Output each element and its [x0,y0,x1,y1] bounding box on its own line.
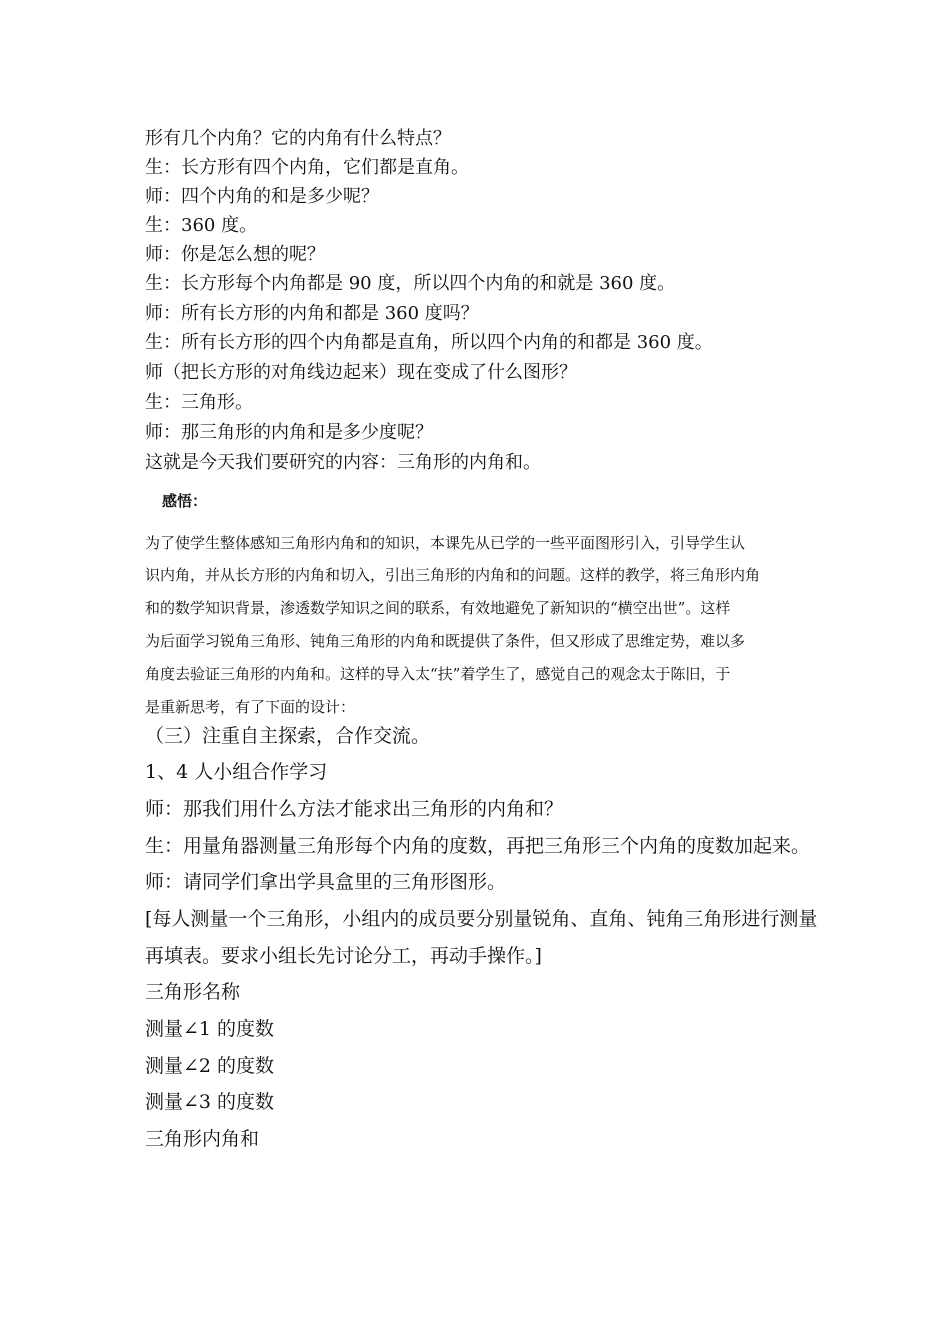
table-label: 三角形内角和 [145,1128,260,1150]
table-label: 三角形名称 [145,981,241,1003]
dialogue-line: 师：所有长方形的内角和都是 360 度吗？ [145,303,479,324]
dialogue-line: 师：你是怎么想的呢？ [145,244,325,265]
dialogue-line: 师：那三角形的内角和是多少度呢？ [145,422,433,443]
dialogue-line: 生：用量角器测量三角形每个内角的度数，再把三角形三个内角的度数加起来。 [145,835,811,857]
instruction-line: 再填表。要求小组长先讨论分工，再动手操作。] [145,945,542,967]
dialogue-line: 这就是今天我们要研究的内容：三角形的内角和。 [145,452,541,473]
dialogue-line: 形有几个内角？它的内角有什么特点？ [145,128,451,149]
dialogue-line: 生：所有长方形的四个内角都是直角，所以四个内角的和都是 360 度。 [145,332,713,353]
dialogue-line: 师：请同学们拿出学具盒里的三角形图形。 [145,871,507,893]
table-label: 测量∠3 的度数 [145,1091,275,1113]
reflection-line: 是重新思考，有了下面的设计： [145,698,356,716]
instruction-line: [每人测量一个三角形，小组内的成员要分别量锐角、直角、钝角三角形进行测量 [145,908,818,930]
table-label: 测量∠1 的度数 [145,1018,275,1040]
dialogue-line: 师：四个内角的和是多少呢？ [145,186,379,207]
reflection-line: 角度去验证三角形的内角和。这样的导入太“扶”着学生了，感觉自己的观念太于陈旧，于 [145,665,731,683]
dialogue-line: 生：长方形有四个内角，它们都是直角。 [145,157,469,178]
dialogue-line: 生：长方形每个内角都是 90 度，所以四个内角的和就是 360 度。 [145,273,676,294]
dialogue-line: 师：那我们用什么方法才能求出三角形的内角和？ [145,798,564,820]
dialogue-line: 生：360 度。 [145,215,258,236]
reflection-line: 为后面学习锐角三角形、钝角三角形的内角和既提供了条件，但又形成了思维定势，难以多 [145,632,746,650]
reflection-line: 为了使学生整体感知三角形内角和的知识，本课先从已学的一些平面图形引入，引导学生认 [145,534,746,552]
reflection-line: 识内角，并从长方形的内角和切入，引出三角形的内角和的问题。这样的教学，将三角形内角 [145,566,761,584]
reflection-line: 和的数学知识背景，渗透数学知识之间的联系，有效地避免了新知识的“横空出世”。这样 [145,599,731,617]
reflection-heading: 感悟： [162,492,208,510]
section-heading: （三）注重自主探索，合作交流。 [145,725,431,747]
table-label: 测量∠2 的度数 [145,1055,275,1077]
dialogue-line: 师（把长方形的对角线边起来）现在变成了什么图形？ [145,362,577,383]
step-heading: 1、4 人小组合作学习 [145,761,328,783]
dialogue-line: 生：三角形。 [145,392,253,413]
